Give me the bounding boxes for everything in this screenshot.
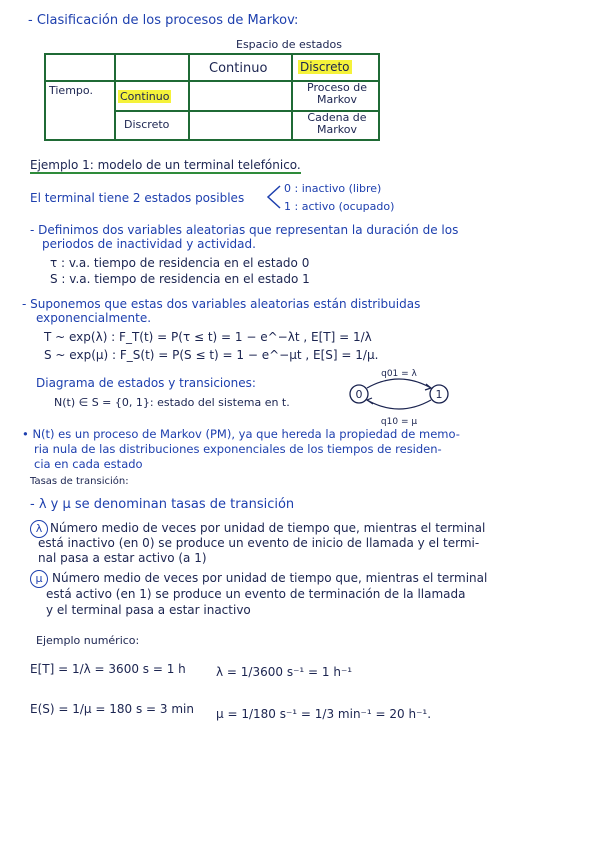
diagram-title: Diagrama de estados y transiciones: <box>36 376 256 390</box>
row-header-continuo: Continuo <box>120 90 170 103</box>
rates-line: - λ y μ se denominan tasas de transición <box>30 497 295 512</box>
rates-label: Tasas de transición: <box>30 476 129 487</box>
states-intro: El terminal tiene 2 estados posibles <box>30 191 245 205</box>
cell-proceso-markov: Proceso de Markov <box>307 81 367 106</box>
transition-arrow-10 <box>367 400 431 409</box>
table-divider <box>114 55 116 139</box>
page-heading: - Clasificación de los procesos de Markov: <box>28 13 299 28</box>
define-line-2: periodos de inactividad y actividad. <box>42 237 256 251</box>
col-header-discreto: Discreto <box>300 60 350 74</box>
mu-line-2: está activo (en 1) se produce un evento de terminación de la llamada <box>46 587 466 601</box>
state0-label: 0 : inactivo (libre) <box>284 182 382 195</box>
col-header-continuo: Continuo <box>209 61 268 76</box>
lambda-line-1: Número medio de veces por unidad de tiempo que, mientras el terminal <box>50 521 486 535</box>
suppose-line-2: exponencialmente. <box>36 311 152 325</box>
classification-table <box>44 53 380 141</box>
numeric-eq-mu: μ = 1/180 s⁻¹ = 1/3 min⁻¹ = 20 h⁻¹. <box>216 707 432 721</box>
lambda-line-2: está inactivo (en 0) se produce un evento de inicio de llamada y el termi- <box>38 536 480 550</box>
mu-badge: μ <box>30 570 48 588</box>
markov-line-2: ria nula de las distribuciones exponenciales de los tiempos de residen- <box>34 442 442 456</box>
rate-q01-label: q01 = λ <box>381 369 417 379</box>
lambda-line-3: nal pasa a estar activo (a 1) <box>38 551 207 565</box>
transition-arrow-01 <box>367 379 431 388</box>
markov-line-3: cia en cada estado <box>34 457 143 471</box>
state-space-line: N(t) ∈ S = {0, 1}: estado del sistema en t. <box>54 396 290 409</box>
table-divider <box>188 55 190 139</box>
state1-label: 1 : activo (ocupado) <box>284 200 395 213</box>
rate-q10-label: q10 = μ <box>380 417 418 426</box>
mu-line-1: Número medio de veces por unidad de tiempo que, mientras el terminal <box>52 571 488 585</box>
table-divider <box>291 55 293 139</box>
lambda-badge: λ <box>30 520 48 538</box>
suppose-line-1: - Suponemos que estas dos variables aleatorias están distribuidas <box>22 297 421 311</box>
tau-definition: τ : v.a. tiempo de residencia en el estado 0 <box>50 256 310 270</box>
table-title: Espacio de estados <box>236 38 342 51</box>
example-title: Ejemplo 1: modelo de un terminal telefónico. <box>30 158 301 172</box>
row-header-tiempo: Tiempo. <box>49 84 93 97</box>
markov-line-1: • N(t) es un proceso de Markov (PM), ya que hereda la propiedad de memo- <box>22 427 460 441</box>
brace-icon <box>266 184 282 210</box>
numeric-example-title: Ejemplo numérico: <box>36 634 140 647</box>
mu-line-3: y el terminal pasa a estar inactivo <box>46 603 251 617</box>
define-line-1: - Definimos dos variables aleatorias que representan la duración de los <box>30 223 459 237</box>
row-header-discreto: Discreto <box>124 118 170 131</box>
numeric-eq-lambda: λ = 1/3600 s⁻¹ = 1 h⁻¹ <box>216 665 353 679</box>
state-transition-diagram <box>345 366 455 426</box>
numeric-eq-S: E(S) = 1/μ = 180 s = 3 min <box>30 702 194 716</box>
node-1-label: 1 <box>435 388 443 401</box>
cell-cadena-markov: Cadena de Markov <box>307 111 367 136</box>
equation-T: T ~ exp(λ) : F_T(t) = P(τ ≤ t) = 1 − e^−λt , E[T] = 1/λ <box>44 330 372 344</box>
s-definition: S : v.a. tiempo de residencia en el estado 1 <box>50 272 310 286</box>
equation-S: S ~ exp(μ) : F_S(t) = P(S ≤ t) = 1 − e^−μt , E[S] = 1/μ. <box>44 348 379 362</box>
numeric-eq-T: E[T] = 1/λ = 3600 s = 1 h <box>30 662 186 676</box>
node-0-label: 0 <box>355 388 363 401</box>
